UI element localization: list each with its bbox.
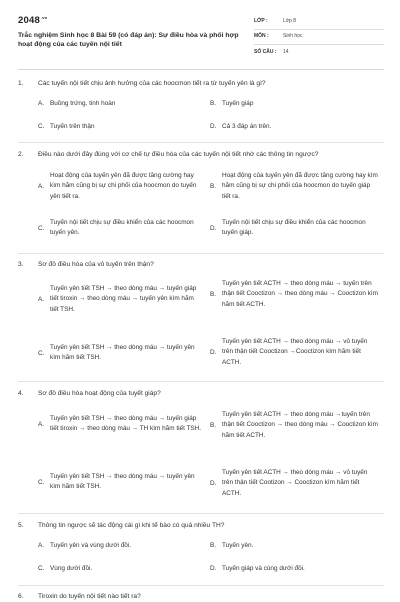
q3-option-a[interactable] [38, 284, 204, 315]
q4-option-d[interactable] [210, 468, 380, 499]
class-label: LỚP : [254, 18, 268, 25]
option-text: Tuyến nội tiết chịu sự điều khiển của các hoocmon tuyến yên. [50, 219, 194, 237]
meta-row-class [254, 15, 384, 30]
count-value: 14 [283, 48, 289, 55]
option-text: Tuyến yên và vùng dưới đồi. [50, 542, 132, 549]
question-divider [18, 381, 384, 382]
question-5-text [18, 521, 384, 531]
site-logo[interactable] [18, 14, 47, 28]
option-letter: C. [38, 224, 45, 232]
option-letter: A. [38, 420, 45, 428]
q2-option-d[interactable] [210, 218, 380, 239]
question-6-text [18, 592, 384, 602]
option-text: Tuyến yên tiết ACTH → theo dòng máu → vỏ tuyến trên thận tiết Cooctizon →Cooctizon kìm hãm tiết ACTH. [222, 338, 368, 366]
question-stem: Các tuyến nội tiết chịu ảnh hưởng của các hoocmon tiết ra từ tuyến yên là gì? [38, 80, 266, 87]
option-letter: C. [38, 565, 45, 573]
q4-option-a[interactable] [38, 414, 204, 435]
option-text: Vùng dưới đồi. [50, 565, 93, 572]
option-letter: D. [210, 479, 217, 487]
option-letter: B. [210, 542, 217, 550]
option-text: Tuyến yên tiết ACTH → theo dòng máu →tuyến trên thận tiết Cooctizon → theo dòng máu → Cooctizon kìm hãm tiết ACTH. [222, 411, 378, 439]
option-letter: B. [210, 421, 217, 429]
question-4-text [18, 389, 384, 399]
question-number: 6. [18, 593, 24, 600]
option-text: Tuyến trên thận [50, 123, 95, 130]
q2-option-b[interactable] [210, 171, 380, 202]
option-text: Tuyến nội tiết chịu sự điều khiển của các hoocmon tuyến giáp. [222, 219, 366, 237]
question-divider [18, 253, 384, 254]
option-letter: B. [210, 182, 217, 190]
logo-suffix: .vn [40, 14, 48, 20]
option-letter: C. [38, 478, 45, 486]
q5-option-b[interactable] [210, 541, 380, 551]
question-3-text [18, 260, 384, 270]
logo-text: 2048 [18, 15, 40, 26]
subject-value: Sinh học [283, 33, 303, 40]
question-divider [18, 585, 384, 586]
option-text: Tuyến yên tiết TSH → theo dòng máu → tuyến yên kìm hãm tiết TSH. [50, 344, 195, 362]
document-header [18, 14, 384, 66]
class-value: Lớp 8 [283, 18, 297, 25]
question-1-text [18, 79, 384, 89]
q4-option-c[interactable] [38, 472, 204, 493]
option-letter: B. [210, 100, 217, 108]
q2-option-a[interactable] [38, 171, 204, 202]
q2-option-c[interactable] [38, 218, 204, 239]
question-stem: Sơ đồ điều hòa hoạt động của tuyết giáp? [38, 390, 161, 397]
q4-option-b[interactable] [210, 410, 380, 441]
meta-row-subject [254, 30, 384, 45]
question-divider [18, 142, 384, 143]
q5-option-d[interactable] [210, 564, 380, 574]
meta-table [254, 15, 384, 60]
header-divider [18, 69, 384, 70]
option-text: Tuyến giáp và cùng dưới đồi. [222, 565, 305, 572]
page-title: Trắc nghiệm Sinh học 8 Bài 59 (có đáp án): Sự điều hòa và phối hợp hoạt động của các tuyến nội tiết [18, 32, 239, 49]
option-text: Tuyến yên tiết TSH → theo dòng máu → tuyến giáp tiết tiroxin → theo dòng máu → tuyến yên kìm hãm tiết TSH. [50, 285, 197, 313]
option-text: Tuyến yên. [222, 542, 254, 549]
option-letter: A. [38, 542, 45, 550]
question-number: 5. [18, 522, 24, 529]
meta-row-count [254, 45, 384, 60]
option-letter: A. [38, 100, 45, 108]
option-letter: A. [38, 295, 45, 303]
q5-option-a[interactable] [38, 541, 204, 551]
option-letter: D. [210, 565, 217, 573]
option-letter: D. [210, 348, 217, 356]
question-stem: Tiroxin do tuyến nội tiết nào tiết ra? [38, 593, 141, 600]
question-stem: Điều nào dưới đây đúng với cơ chế tự điều hòa của các tuyến nội tiết nhờ các thông tin ngược? [38, 151, 319, 158]
option-text: Tuyến giáp [222, 100, 254, 107]
question-2-text [18, 150, 384, 160]
subject-label: MÔN : [254, 33, 269, 40]
q3-option-d[interactable] [210, 337, 380, 368]
option-text: Tuyến yên tiết TSH → theo dòng máu → tuyến giáp tiết tiroxin → theo dòng máu → TH kìm hãm tiết TSH. [50, 415, 202, 433]
question-number: 3. [18, 261, 24, 268]
question-number: 1. [18, 80, 24, 87]
option-text: Tuyến yên tiết TSH → theo dòng máu → tuyến yên kìm hãm tiết TSH. [50, 473, 195, 491]
q3-option-c[interactable] [38, 343, 204, 364]
option-letter: B. [210, 290, 217, 298]
option-letter: D. [210, 224, 217, 232]
option-text: Cả 3 đáp án trên. [222, 123, 272, 130]
q3-option-b[interactable] [210, 279, 380, 310]
option-text: Tuyến yên tiết ACTH → theo dòng máu → tuyến trên thận tiết Cooctizon → theo dòng máu → Cooctizon kìm hãm tiết ACTH. [222, 280, 378, 308]
question-number: 2. [18, 151, 24, 158]
question-divider [18, 513, 384, 514]
q5-option-c[interactable] [38, 564, 204, 574]
option-letter: C. [38, 349, 45, 357]
option-text: Buồng trứng, tinh hoàn [50, 100, 116, 107]
q1-option-d[interactable] [210, 122, 380, 132]
option-text: Hoạt động của tuyến yên đã được tăng cường hay kìm hãm cũng bị sự chi phối của hoocmon do tuyến yên tiết ra. [50, 172, 197, 200]
question-stem: Sơ đồ điều hòa của vỏ tuyến trên thận? [38, 261, 154, 268]
count-label: SỐ CÂU : [254, 48, 277, 55]
q1-option-c[interactable] [38, 122, 198, 132]
question-number: 4. [18, 390, 24, 397]
option-text: Tuyến yên tiết ACTH → theo dòng máu → vỏ tuyến trên thận tiết Cootizon → Cooctizon kìm hãm tiết ACTH. [222, 469, 368, 497]
option-letter: C. [38, 123, 45, 131]
option-text: Hoạt động của tuyến yên đã được tăng cường hay kìm hãm cũng bị sự chi phối của hoocmon do tuyến giáp tiết ra. [222, 172, 378, 200]
option-letter: A. [38, 182, 45, 190]
q1-option-b[interactable] [210, 99, 380, 109]
q1-option-a[interactable] [38, 99, 198, 109]
question-stem: Thông tin ngược sẽ tác động cái gì khi tế bào có quá nhiều TH? [38, 522, 225, 529]
option-letter: D. [210, 123, 217, 131]
